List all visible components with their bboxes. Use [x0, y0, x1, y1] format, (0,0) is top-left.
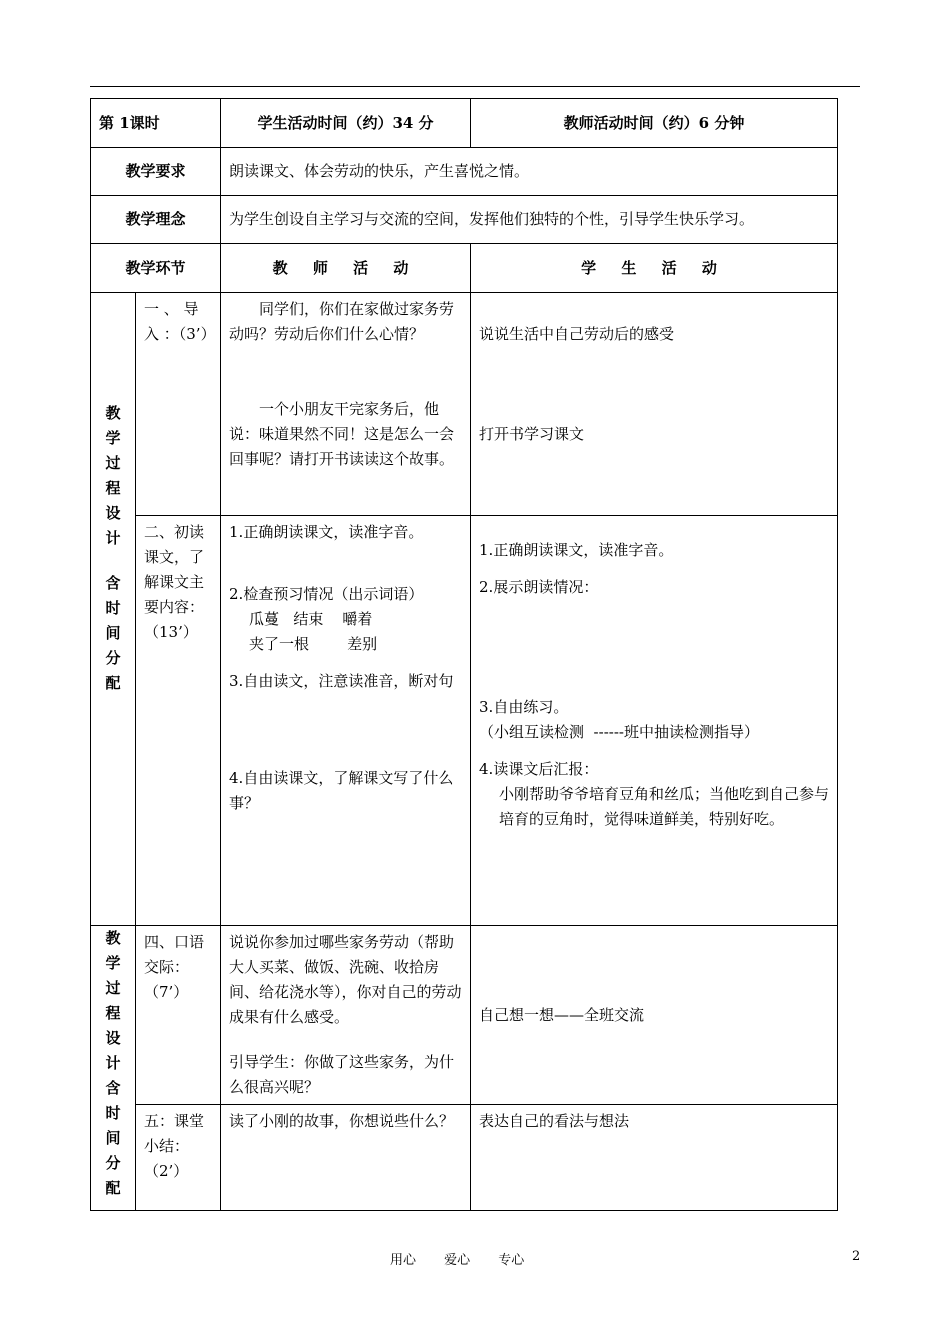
stage-name: 五：课堂小结：（2’）: [136, 1105, 221, 1211]
philosophy-label: 教学理念: [91, 196, 221, 244]
teacher-activity: [221, 516, 471, 926]
stage-row: [91, 1105, 838, 1211]
page-footer: [0, 1249, 950, 1269]
stage-row: [91, 293, 838, 516]
student-line: 表达自己的看法与想法: [479, 1112, 630, 1130]
teacher-line: 1.正确朗读课文，读准字音。: [229, 523, 424, 541]
stage-row: [91, 926, 838, 1105]
side-label-2: [91, 926, 136, 1211]
stage-row: [91, 516, 838, 926]
student-line: 自己想一想——全班交流: [479, 1005, 645, 1024]
requirements-text: 朗读课文、体会劳动的快乐，产生喜悦之情。: [221, 148, 838, 196]
teacher-line: 3.自由读文，注意读准音，断对句: [229, 672, 454, 690]
student-line: 3.自由练习。: [479, 698, 569, 716]
stage-column-header: 教学环节: [91, 244, 221, 293]
teacher-activity: [221, 1105, 471, 1211]
lesson-number: 第 1课时: [91, 99, 221, 148]
side-label-2-text: 教学过程设计含时间分配: [105, 929, 121, 1197]
student-line: 4.读课文后汇报：: [479, 760, 599, 778]
student-activity: [471, 926, 838, 1105]
teacher-line: 说说你参加过哪些家务劳动（帮助大人买菜、做饭、洗碗、收拾房间、给花浇水等），你对自己的劳动成果有什么感受。: [229, 933, 462, 1026]
teacher-line: 2.检查预习情况（出示词语）: [229, 585, 424, 603]
teacher-line: 一个小朋友干完家务后，他说：味道果然不同！这是怎么一会回事呢？请打开书读读这个故事。: [229, 400, 455, 468]
teacher-line: 4.自由读课文，了解课文写了什么事？: [229, 769, 454, 812]
column-header-row: [91, 244, 838, 293]
teacher-activity: [221, 293, 471, 516]
teacher-column-header: 教 师 活 动: [221, 244, 471, 293]
teacher-activity: [221, 926, 471, 1105]
teacher-time: 教师活动时间（约）6 分钟: [471, 99, 838, 148]
footer-motto: 用心 爱心 专心: [390, 1253, 525, 1268]
student-activity: [471, 293, 838, 516]
teacher-line: 引导学生：你做了这些家务，为什么很高兴呢？: [229, 1053, 455, 1096]
student-activity: [471, 1105, 838, 1211]
header-row: [91, 99, 838, 148]
student-time: 学生活动时间（约）34 分: [221, 99, 471, 148]
side-label-1b: 含时间分配: [105, 574, 121, 692]
student-activity: [471, 516, 838, 926]
side-label-1: [91, 293, 136, 926]
student-column-header: 学 生 活 动: [471, 244, 838, 293]
student-line: 1.正确朗读课文，读准字音。: [479, 541, 674, 559]
student-line: 打开书学习课文: [479, 425, 585, 443]
student-line: 说说生活中自己劳动后的感受: [479, 325, 675, 343]
header-rule: [90, 86, 860, 87]
teacher-line: 夹了一根 差别: [249, 635, 378, 653]
teacher-line: 瓜蔓 结束 嚼着: [249, 610, 373, 628]
philosophy-row: [91, 196, 838, 244]
stage-name: 四、口语交际：（7’）: [136, 926, 221, 1105]
student-line: （小组互读检测 ------班中抽读检测指导）: [479, 723, 759, 741]
student-line: 2.展示朗读情况：: [479, 578, 599, 596]
stage-name: 二、初读课文，了解课文主要内容：（13’）: [136, 516, 221, 926]
stage-name: 一 、 导入 ：（3’）: [136, 293, 221, 516]
teacher-line: 读了小刚的故事，你想说些什么？: [229, 1112, 455, 1130]
philosophy-text: 为学生创设自主学习与交流的空间，发挥他们独特的个性，引导学生快乐学习。: [221, 196, 838, 244]
side-label-1a: 教学过程设计: [105, 404, 121, 547]
student-line: 小刚帮助爷爷培育豆角和丝瓜；当他吃到自己参与培育的豆角时，觉得味道鲜美，特别好吃。: [499, 785, 830, 828]
page-number: 2: [852, 1249, 861, 1264]
teacher-line: 同学们，你们在家做过家务劳动吗？劳动后你们什么心情？: [229, 300, 455, 343]
lesson-plan-table: [90, 98, 838, 1211]
requirements-row: [91, 148, 838, 196]
requirements-label: 教学要求: [91, 148, 221, 196]
